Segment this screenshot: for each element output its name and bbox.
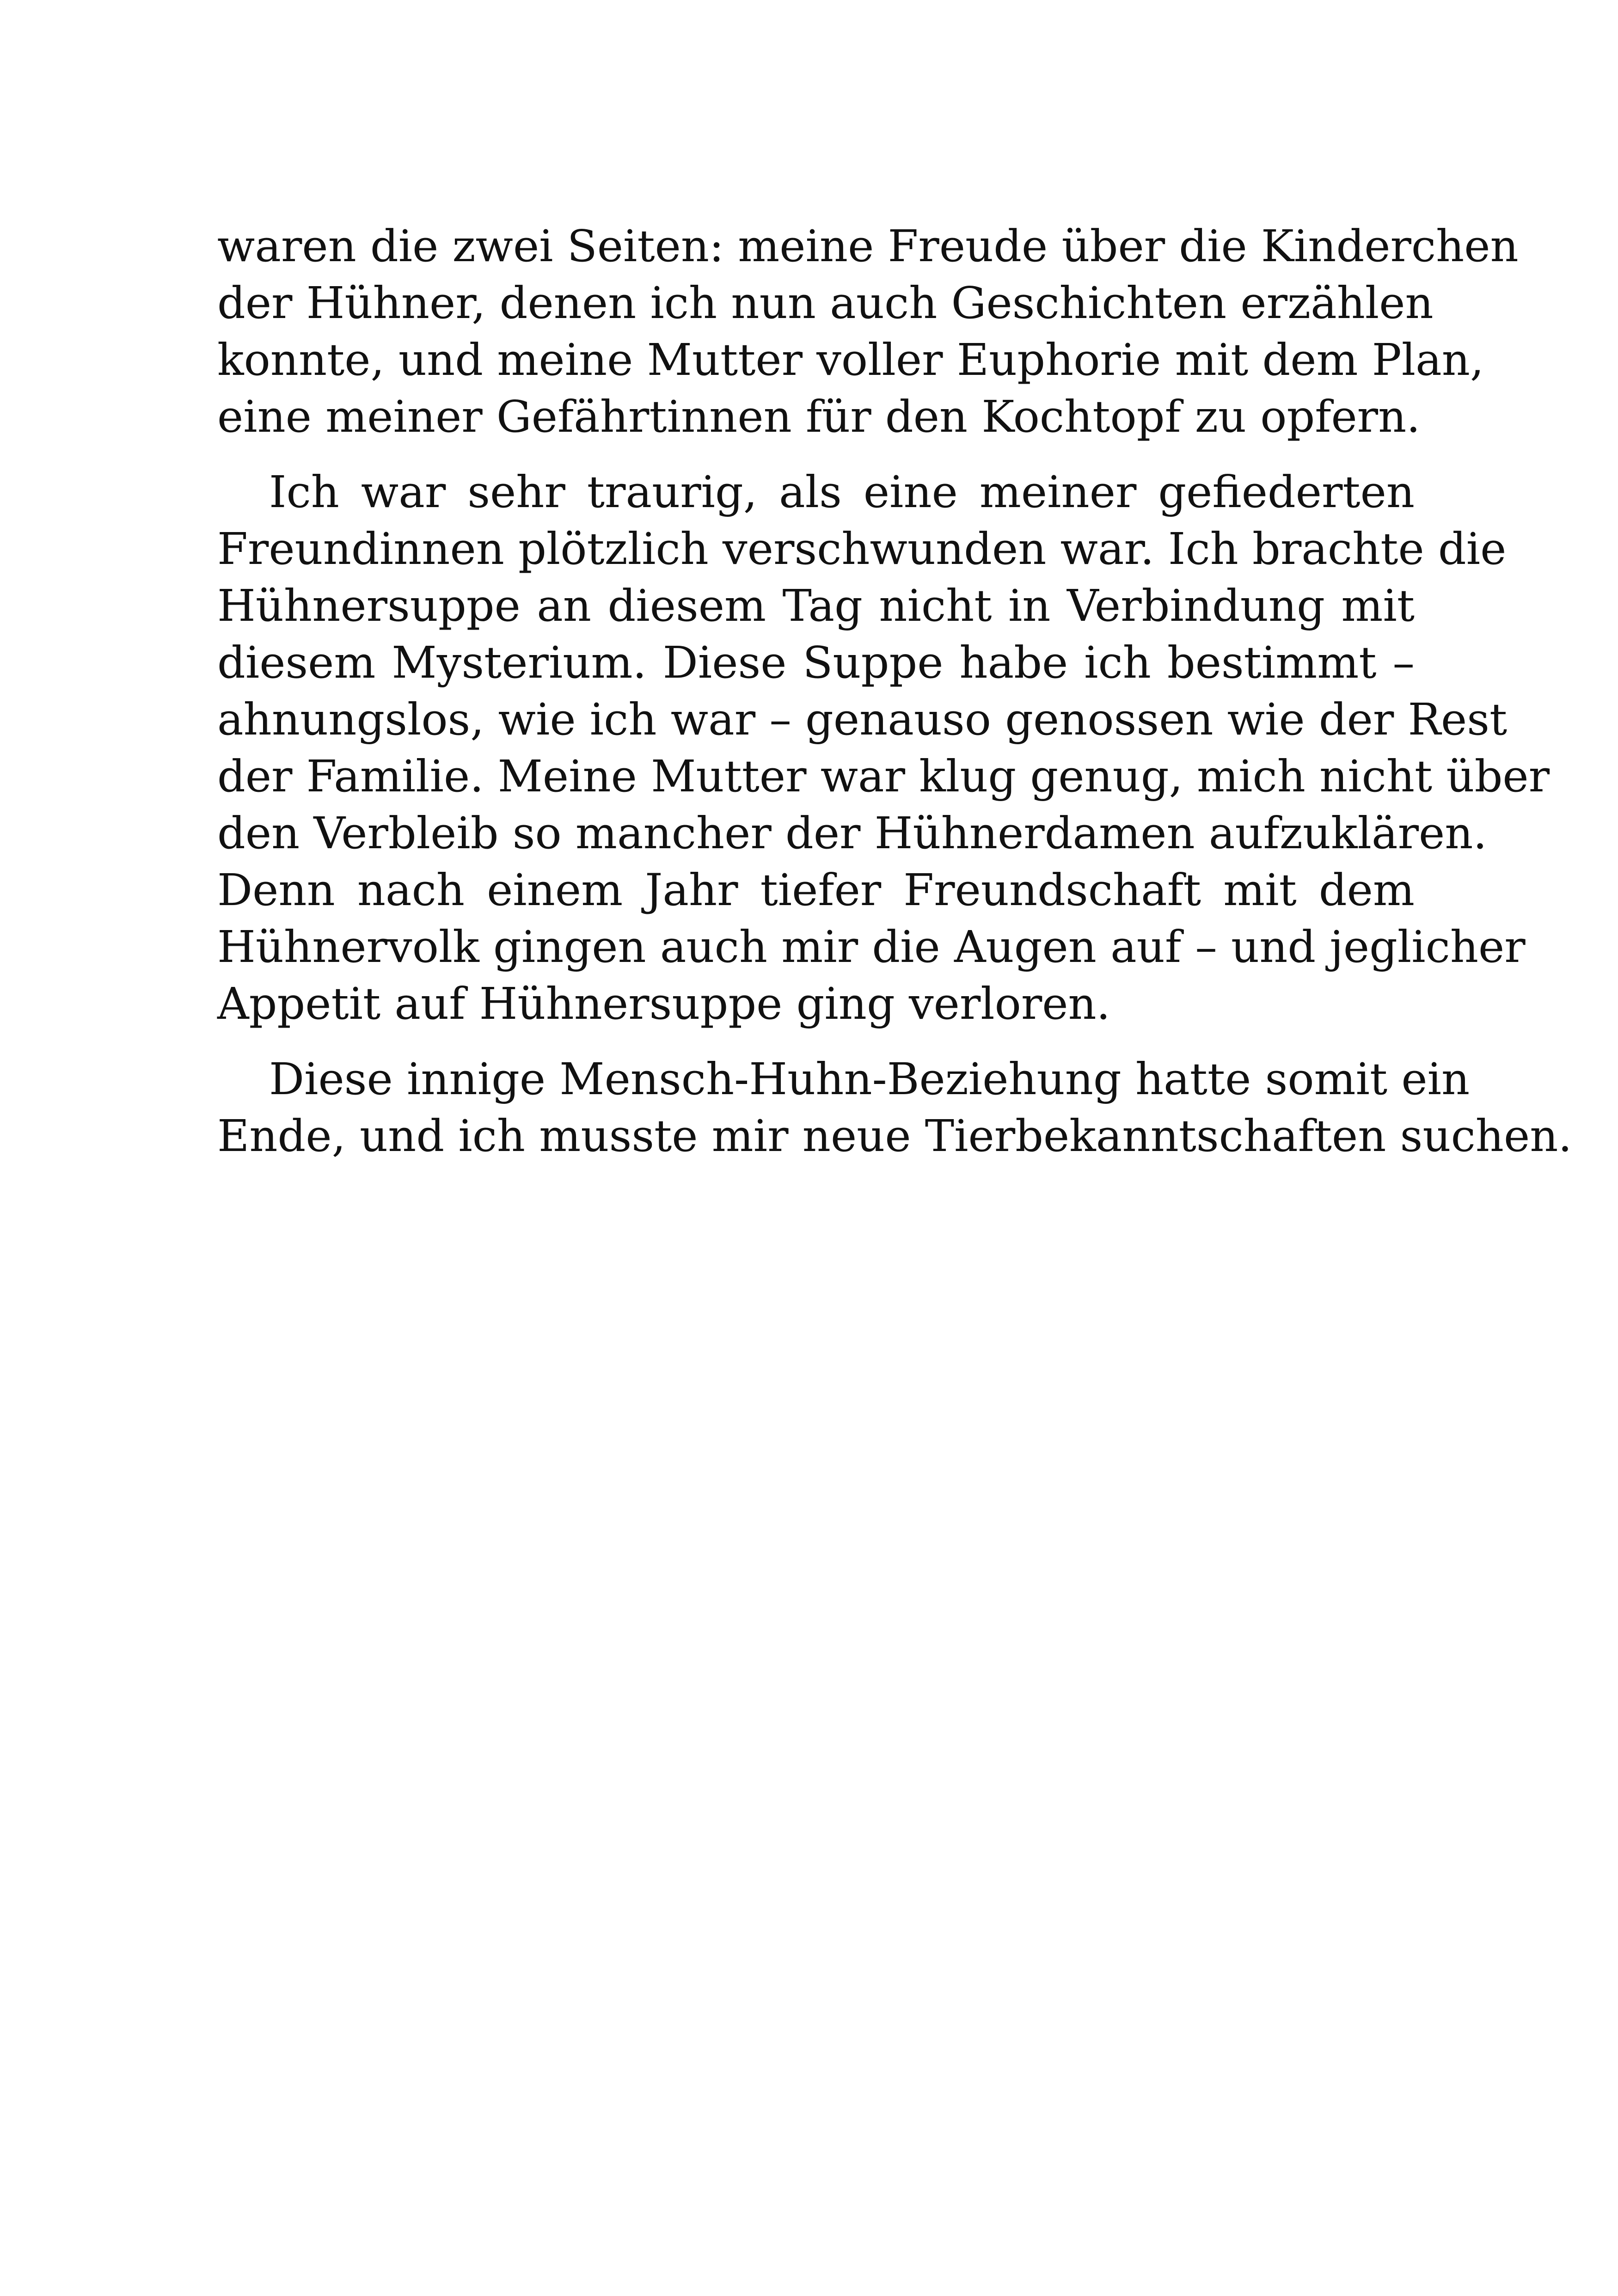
text-line: konnte, und meine Mutter voller Euphorie mit dem Plan,	[217, 335, 1484, 386]
body-text	[217, 218, 1572, 1165]
text-line: diesem Mysterium. Diese Suppe habe ich bestimmt –	[217, 637, 1415, 688]
text-line: Denn nach einem Jahr tiefer Freundschaft mit dem	[217, 865, 1415, 916]
text-line: Ich war sehr traurig, als eine meiner gefiederten	[269, 467, 1415, 518]
paragraph-2	[217, 464, 1550, 1033]
text-line: ahnungslos, wie ich war – genauso genossen wie der Rest	[217, 694, 1508, 745]
text-line: Freundinnen plötzlich verschwunden war. Ich brachte die	[217, 524, 1507, 575]
text-line: eine meiner Gefährtinnen für den Kochtopf zu opfern.	[217, 392, 1421, 442]
paragraph-3	[217, 1051, 1572, 1165]
text-line: Hühnersuppe an diesem Tag nicht in Verbindung mit	[217, 581, 1415, 631]
text-line: den Verbleib so mancher der Hühnerdamen aufzuklären.	[217, 808, 1487, 859]
text-line: Hühnervolk gingen auch mir die Augen auf – und jeglicher	[217, 922, 1526, 973]
paragraph-1	[217, 218, 1519, 446]
text-line: Ende, und ich musste mir neue Tierbekanntschaften suchen.	[217, 1111, 1572, 1162]
text-line: der Familie. Meine Mutter war klug genug, mich nicht über	[217, 751, 1550, 802]
text-line: Appetit auf Hühnersuppe ging verloren.	[217, 979, 1110, 1029]
text-line: waren die zwei Seiten: meine Freude über die Kinderchen	[217, 221, 1519, 272]
text-line: der Hühner, denen ich nun auch Geschichten erzählen	[217, 278, 1434, 329]
text-line: Diese innige Mensch-Huhn-Beziehung hatte somit ein	[269, 1054, 1470, 1105]
